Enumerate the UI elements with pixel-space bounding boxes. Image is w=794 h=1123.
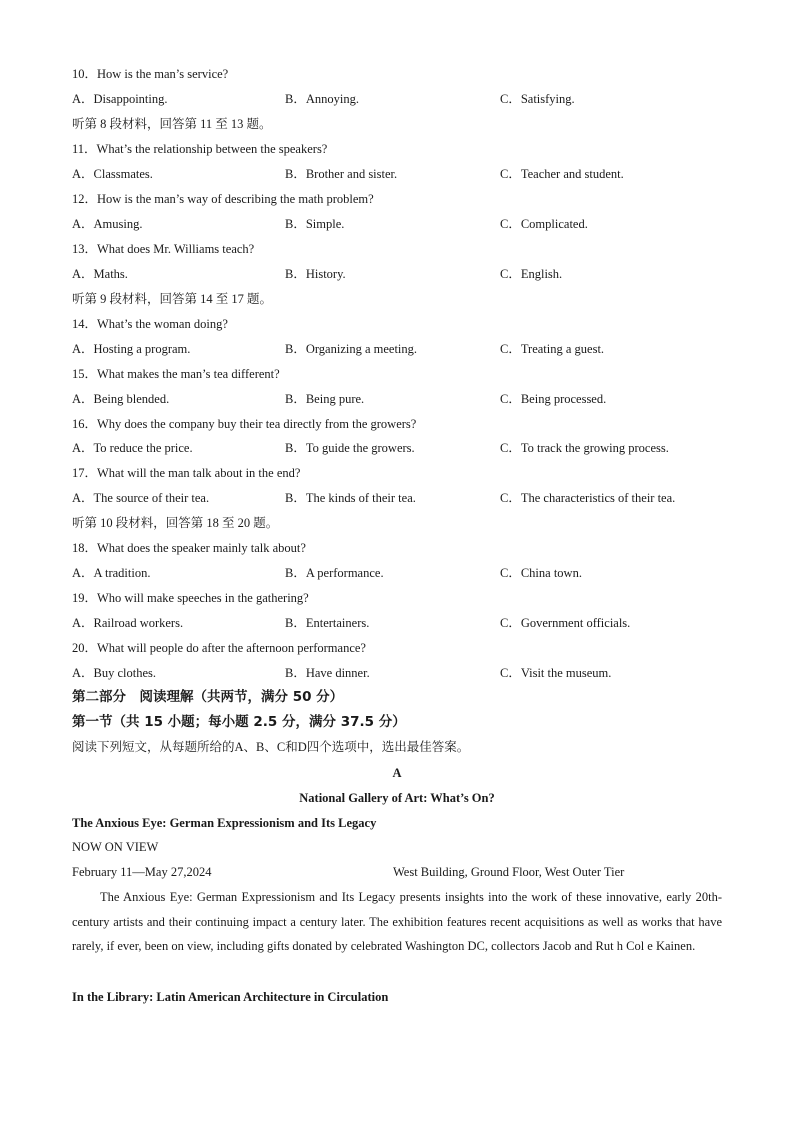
option-a: A．Amusing. — [72, 217, 143, 231]
question-stem: 15．What makes the man’s tea different? — [72, 367, 280, 381]
option-b: B．Entertainers. — [285, 616, 370, 630]
option-c: C．Government officials. — [500, 616, 631, 630]
question-stem: 17．What will the man talk about in the end? — [72, 466, 301, 480]
listening-instruction: 听第 10 段材料，回答第 18 至 20 题。 — [72, 516, 279, 530]
option-a: A．A tradition. — [72, 566, 151, 580]
question-stem: 20．What will people do after the afternoon performance? — [72, 641, 366, 655]
option-c: C．Visit the museum. — [500, 666, 612, 680]
exhibit-status: NOW ON VIEW — [72, 840, 159, 854]
part-title: 第二部分 阅读理解（共两节，满分 50 分） — [72, 689, 344, 705]
option-b: B．Being pure. — [285, 392, 365, 406]
option-b: B．Have dinner. — [285, 666, 370, 680]
question-stem: 12．How is the man’s way of describing the math problem? — [72, 192, 374, 206]
option-c: C．China town. — [500, 566, 582, 580]
listening-instruction: 听第 9 段材料，回答第 14 至 17 题。 — [72, 292, 273, 306]
question-stem: 19．Who will make speeches in the gathering? — [72, 591, 309, 605]
passage-letter: A — [392, 766, 402, 780]
option-a: A．Disappointing. — [72, 92, 168, 106]
exhibit-body: The Anxious Eye: German Expressionism and Its Legacy presents insights into the work of these innovative, early 20th-century artists and their continuing impact a century later. The exhibition features recent acquisitions as well as works that have rarely, if ever, been on view, including gifts donated by celebrated Washington DC, collectors Jacob and Rut h Col e Kainen. — [72, 890, 722, 953]
question-stem: 13．What does Mr. Williams teach? — [72, 242, 255, 256]
option-a: A．Being blended. — [72, 392, 170, 406]
option-c: C．Satisfying. — [500, 92, 575, 106]
question-stem: 14．What’s the woman doing? — [72, 317, 228, 331]
option-a: A．Hosting a program. — [72, 342, 191, 356]
question-stem: 16．Why does the company buy their tea directly from the growers? — [72, 417, 417, 431]
option-c: C．The characteristics of their tea. — [500, 491, 676, 505]
listening-instruction: 听第 8 段材料，回答第 11 至 13 题。 — [72, 117, 272, 131]
option-a: A．Railroad workers. — [72, 616, 184, 630]
section-title: 第一节（共 15 小题；每小题 2.5 分，满分 37.5 分） — [72, 714, 406, 730]
option-c: C．Being processed. — [500, 392, 607, 406]
exhibit-title: In the Library: Latin American Architecture in Circulation — [72, 990, 389, 1004]
option-a: A．To reduce the price. — [72, 441, 193, 455]
exhibit-title: The Anxious Eye: German Expressionism and Its Legacy — [72, 816, 377, 830]
option-c: C．English. — [500, 267, 563, 281]
exhibit-dates: February 11—May 27,2024 — [72, 865, 212, 879]
question-stem: 18．What does the speaker mainly talk about? — [72, 541, 306, 555]
option-c: C．Teacher and student. — [500, 167, 624, 181]
option-b: B．Brother and sister. — [285, 167, 398, 181]
section-directions: 阅读下列短文，从每题所给的A、B、C和D四个选项中，选出最佳答案。 — [72, 740, 470, 754]
option-a: A．The source of their tea. — [72, 491, 210, 505]
option-b: B．The kinds of their tea. — [285, 491, 416, 505]
option-b: B．Simple. — [285, 217, 345, 231]
question-stem: 11．What’s the relationship between the speakers? — [72, 142, 328, 156]
option-a: A．Buy clothes. — [72, 666, 157, 680]
option-b: B．To guide the growers. — [285, 441, 415, 455]
question-stem: 10．How is the man’s service? — [72, 67, 229, 81]
option-c: C．Treating a guest. — [500, 342, 605, 356]
option-b: B．A performance. — [285, 566, 384, 580]
option-b: B．Annoying. — [285, 92, 359, 106]
passage-title: National Gallery of Art: What’s On? — [299, 791, 495, 805]
exhibit-location: West Building, Ground Floor, West Outer Tier — [393, 865, 625, 879]
option-b: B．Organizing a meeting. — [285, 342, 418, 356]
option-c: C．Complicated. — [500, 217, 588, 231]
option-a: A．Classmates. — [72, 167, 153, 181]
option-a: A．Maths. — [72, 267, 128, 281]
exhibit-description — [72, 885, 722, 959]
option-c: C．To track the growing process. — [500, 441, 669, 455]
option-b: B．History. — [285, 267, 346, 281]
